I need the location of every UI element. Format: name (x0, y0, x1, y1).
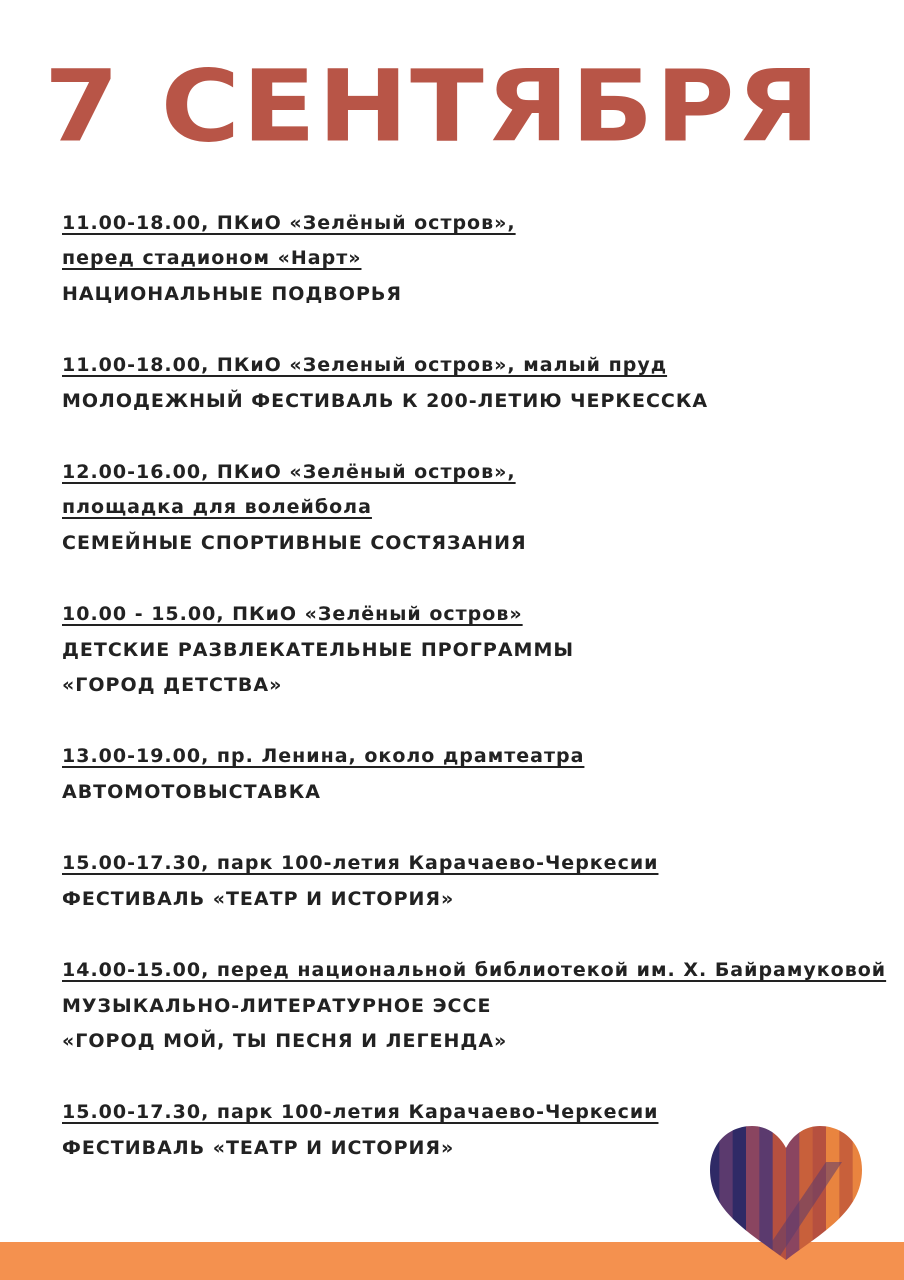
heart-stripe (826, 1122, 840, 1262)
event-schedule (62, 206, 892, 1202)
event-location-line: 11.00-18.00, ПКиО «Зелёный остров», (62, 212, 516, 234)
heart-stripe (759, 1122, 773, 1262)
event-location-line: 15.00-17.30, парк 100-летия Карачаево-Черкесии (62, 1101, 659, 1124)
event-title-line: «ГОРОД МОЙ, ТЫ ПЕСНЯ И ЛЕГЕНДА» (62, 1029, 508, 1052)
heart-stripe (706, 1122, 720, 1262)
event-item (62, 455, 892, 561)
event-title-line: ДЕТСКИЕ РАЗВЛЕКАТЕЛЬНЫЕ ПРОГРАММЫ (62, 638, 575, 661)
event-title-line: АВТОМОТОВЫСТАВКА (62, 780, 321, 803)
event-item (62, 206, 892, 312)
event-location-line: 15.00-17.30, парк 100-летия Карачаево-Черкесии (62, 852, 659, 875)
event-location-line: 11.00-18.00, ПКиО «Зеленый остров», малый пруд (62, 354, 668, 377)
heart-stripe (733, 1122, 747, 1262)
event-item (62, 846, 892, 917)
event-location-line: 10.00 - 15.00, ПКиО «Зелёный остров» (62, 603, 523, 626)
event-location-line: 13.00-19.00, пр. Ленина, около драмтеатра (62, 745, 585, 768)
event-item (62, 348, 892, 419)
event-title-line: МУЗЫКАЛЬНО-ЛИТЕРАТУРНОЕ ЭССЕ (62, 994, 492, 1017)
event-title-line: «ГОРОД ДЕТСТВА» (62, 674, 283, 697)
heart-stripe (746, 1122, 760, 1262)
event-location-line: 14.00-15.00, перед национальной библиотекой им. Х. Байрамуковой (62, 959, 887, 982)
event-location-line: площадка для волейбола (62, 496, 372, 519)
event-title-line: НАЦИОНАЛЬНЫЕ ПОДВОРЬЯ (62, 282, 402, 305)
page-title: 7 СЕНТЯБРЯ (44, 49, 822, 165)
event-item (62, 597, 892, 703)
heart-stripe (839, 1122, 853, 1262)
event-title-line: ФЕСТИВАЛЬ «ТЕАТР И ИСТОРИЯ» (62, 1136, 455, 1159)
event-title-line: СЕМЕЙНЫЕ СПОРТИВНЫЕ СОСТЯЗАНИЯ (62, 531, 527, 554)
event-title-line: МОЛОДЕЖНЫЙ ФЕСТИВАЛЬ К 200-ЛЕТИЮ ЧЕРКЕССКА (62, 389, 709, 412)
heart-stripe (853, 1122, 866, 1262)
event-item (62, 953, 892, 1059)
event-title-line: ФЕСТИВАЛЬ «ТЕАТР И ИСТОРИЯ» (62, 887, 455, 910)
event-location-line: перед стадионом «Нарт» (62, 247, 362, 270)
event-location-line: 12.00-16.00, ПКиО «Зелёный остров», (62, 461, 516, 484)
heart-stripe (719, 1122, 733, 1262)
heart-logo-icon (706, 1122, 866, 1262)
event-item (62, 739, 892, 810)
